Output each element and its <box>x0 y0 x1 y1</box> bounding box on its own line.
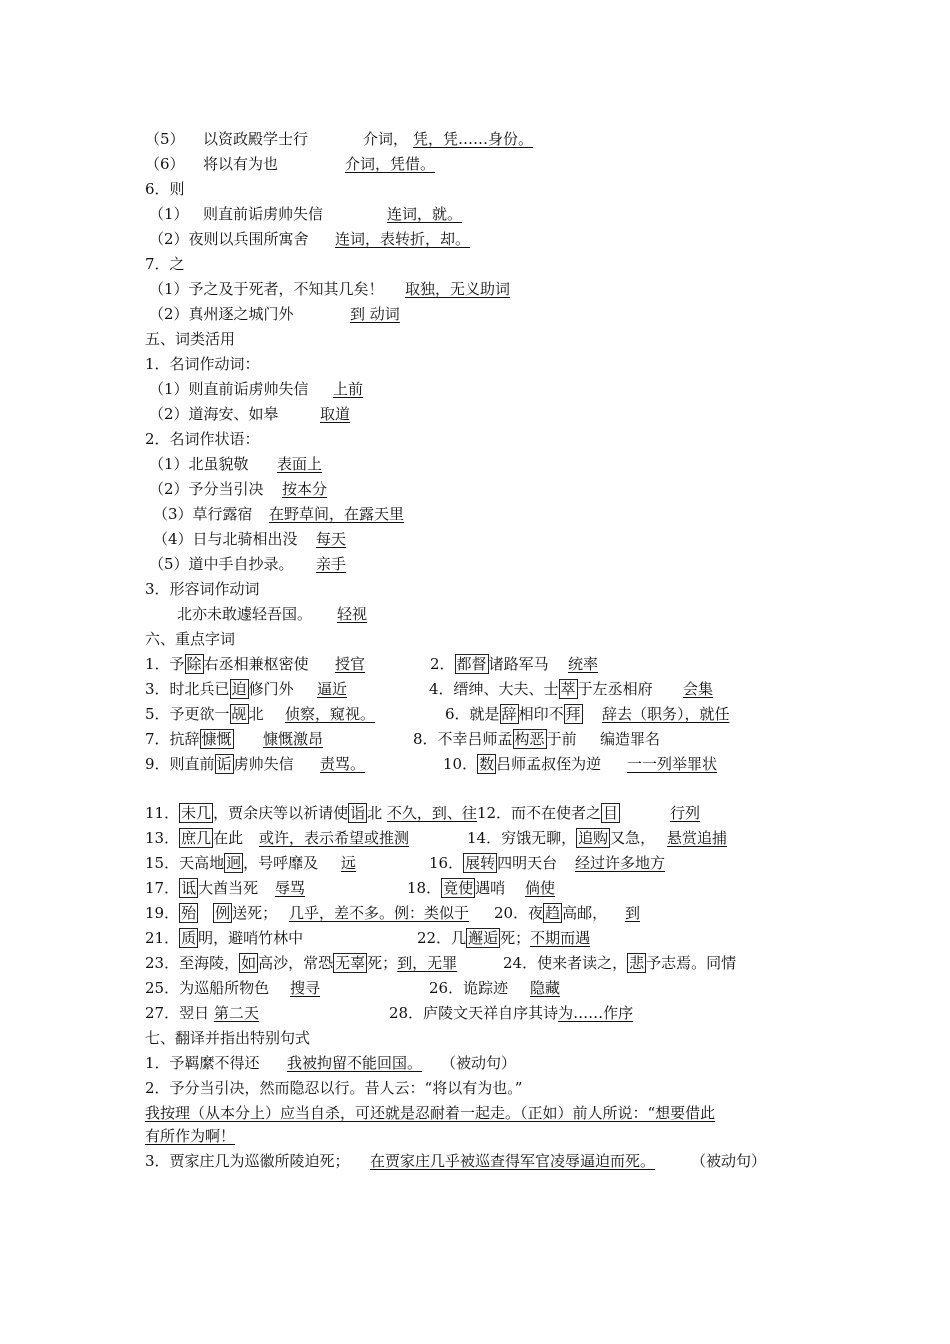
answer-text: 侦察，窥视。 <box>285 705 376 723</box>
line-text: 2．予分当引决，然而隐忍以行。昔人云：“将以有为也。” <box>145 1079 523 1097</box>
boxed-word: 质 <box>181 929 197 947</box>
line-text: 5．予更欲一 觇 北 <box>145 705 264 723</box>
answer-text: 经过许多地方 <box>575 854 666 872</box>
boxed-word: 构恶 <box>514 730 545 748</box>
answer-text: 逼近 <box>317 680 348 698</box>
line-text: （2）真州逐之城门外 <box>149 305 294 323</box>
answer-text: 表面上 <box>277 455 323 473</box>
line-text: 3．形容词作动词 <box>145 580 260 598</box>
boxed-word: 无辜 <box>335 954 366 972</box>
boxed-word: 邂逅 <box>468 929 499 947</box>
boxed-word: 例 <box>215 904 231 922</box>
answer-text: 有所作为啊！ <box>145 1127 236 1145</box>
line-text: 13． 庶几 在此 <box>145 829 244 847</box>
line-text: 16． 展转 四明天台 <box>429 854 558 872</box>
boxed-word: 展转 <box>465 854 496 872</box>
line-text: 6．就是 辞 相印不 拜 <box>445 705 581 723</box>
line-text: （被动句） <box>691 1152 767 1170</box>
line-text: 21． 质 明，避哨竹林中 <box>145 929 304 947</box>
line-text: 以资政殿学士行 <box>203 130 309 148</box>
line-text: 19． 殆 例 送死； <box>145 904 278 922</box>
line-text: （5） <box>145 130 185 148</box>
answer-text: 在贾家庄几乎被巡查得军官凌辱逼迫而死。 <box>370 1152 656 1170</box>
answer-text: 隐藏 <box>530 979 561 997</box>
answer-text: 按本分 <box>282 480 328 498</box>
line-text: 24．使来者读之， 悲 予志焉。同情 <box>503 954 737 972</box>
answer-text: 统率 <box>568 655 599 673</box>
line-text: 1．予 除 右丞相兼枢密使 <box>145 655 309 673</box>
line-text: 介词， <box>363 130 409 148</box>
answer-text: 连词，就。 <box>387 205 463 223</box>
line-text: （被动句） <box>441 1054 517 1072</box>
answer-text: 搜寻 <box>290 979 321 997</box>
boxed-word: 数 <box>479 755 495 773</box>
line-text: 22．几 邂逅 死；不期而遇 <box>417 929 591 947</box>
line-text: 2．名词作状语： <box>145 430 260 448</box>
boxed-word: 趋 <box>545 904 561 922</box>
answer-text: 每天 <box>316 530 347 548</box>
line-text: （6） <box>145 155 185 173</box>
line-text: 15．天高地 迥 ，号呼靡及 <box>145 854 319 872</box>
line-text: 28．庐陵文天祥自序其诗为……作序 <box>389 1004 634 1022</box>
line-text: （2）夜则以兵围所寓舍 <box>149 230 309 248</box>
line-text: 7．之 <box>145 255 185 273</box>
line-text: 4．缙绅、大夫、士 萃 于左丞相府 <box>429 680 653 698</box>
line-text: 9．则直前 诟 虏帅失信 <box>145 755 294 773</box>
answer-text: 到 <box>625 904 641 922</box>
line-text: （1）则直前诟虏帅失信 <box>149 380 309 398</box>
boxed-word: 如 <box>241 954 257 972</box>
answer-text: 责骂。 <box>320 755 366 773</box>
line-text: （2）予分当引决 <box>149 480 264 498</box>
line-text: 则直前诟虏帅失信 <box>203 205 324 223</box>
boxed-word: 都督 <box>456 655 487 673</box>
boxed-word: 除 <box>186 655 202 673</box>
answer-text: 慷慨激昂 <box>263 730 324 748</box>
answer-text: 上前 <box>333 380 364 398</box>
line-text: 23．至海陵， 如 高沙，常恐 无辜 死；到，无罪 <box>145 954 458 972</box>
boxed-word: 追购 <box>578 829 609 847</box>
line-text: 将以有为也 <box>203 155 279 173</box>
line-text: （3）草行露宿 <box>153 505 253 523</box>
boxed-word: 迥 <box>226 854 242 872</box>
boxed-word: 竟使 <box>443 879 474 897</box>
boxed-word: 殆 <box>181 904 197 922</box>
answer-text: 辞去（职务），就任 <box>602 705 730 723</box>
boxed-word: 诋 <box>181 879 197 897</box>
boxed-word: 觇 <box>231 705 247 723</box>
line-text: （1）予之及于死者，不知其几矣！ <box>149 280 384 298</box>
boxed-word: 慷慨 <box>201 730 232 748</box>
line-text: 10． 数 吕师孟叔侄为逆 <box>443 755 602 773</box>
answer-text: 亲手 <box>316 555 347 573</box>
answer-text: 取独，无义助词 <box>405 280 511 298</box>
line-text: 27．翌日 第二天 <box>145 1004 259 1022</box>
boxed-word: 庶几 <box>181 829 212 847</box>
answer-text: 几乎，差不多。例：类似于 <box>289 904 470 922</box>
boxed-word: 拜 <box>565 705 581 723</box>
answer-text: 行列 <box>670 804 701 822</box>
answer-text: 悬赏追捕 <box>667 829 728 847</box>
answer-text: 倘使 <box>525 879 556 897</box>
line-text: 26．诡踪迹 <box>429 979 509 997</box>
boxed-word: 未几 <box>181 804 212 822</box>
answer-text: 取道 <box>320 405 351 423</box>
line-text: 1．予羁縻不得还 <box>145 1054 260 1072</box>
line-text: 编造罪名 <box>600 730 661 748</box>
line-text: 11． 未几 ，贾余庆等以祈请使 诣 北 不久，到、往12．而不在使者之 目 <box>145 804 619 822</box>
line-text: 8．不幸吕师孟 构恶 于前 <box>413 730 577 748</box>
line-text: 五、词类活用 <box>145 330 236 348</box>
answer-text: 到 动词 <box>350 305 400 323</box>
line-text: 六、重点字词 <box>145 630 236 648</box>
answer-text: 连词，表转折，却。 <box>335 230 471 248</box>
line-text: 北亦未敢遽轻吾国。 <box>177 605 313 623</box>
line-text: 3．时北兵已 迫 修门外 <box>145 680 294 698</box>
answer-text: 轻视 <box>337 605 368 623</box>
line-text: 14．穷饿无聊， 追购 又急， <box>467 829 656 847</box>
line-text: 6．则 <box>145 180 185 198</box>
line-text: （4）日与北骑相出没 <box>153 530 298 548</box>
answer-text: 或许，表示希望或推测 <box>259 829 410 847</box>
line-text: （2）道海安、如皋 <box>149 405 279 423</box>
answer-text: 我按理（从本分上）应当自杀，可还就是忍耐着一起走。（正如）前人所说：“想要借此 <box>145 1104 716 1122</box>
answer-text: 一一列举罪状 <box>627 755 718 773</box>
line-text: （1）北虽貌敬 <box>149 455 249 473</box>
line-text: 2． 都督 诸路军马 <box>430 655 549 673</box>
answer-text: 授官 <box>335 655 366 673</box>
line-text: 1．名词作动词： <box>145 355 260 373</box>
line-text: 七、翻译并指出特别句式 <box>145 1029 311 1047</box>
boxed-word: 悲 <box>629 954 645 972</box>
answer-text: 在野草间，在露天里 <box>269 505 405 523</box>
boxed-word: 目 <box>603 804 619 822</box>
answer-text: 远 <box>341 854 357 872</box>
line-text: 25．为巡船所物色 <box>145 979 270 997</box>
line-text: 20．夜 趋 高邮， <box>494 904 608 922</box>
line-text: 7．抗辞 慷慨 <box>145 730 232 748</box>
boxed-word: 迫 <box>231 680 247 698</box>
answer-text: 介词，凭借。 <box>345 155 436 173</box>
line-text: 3．贾家庄几为巡徽所陵迫死； <box>145 1152 350 1170</box>
answer-text: 辱骂 <box>275 879 306 897</box>
boxed-word: 诣 <box>350 804 366 822</box>
answer-text: 我被拘留不能回国。 <box>287 1054 423 1072</box>
line-text: （1） <box>149 205 189 223</box>
line-text: （5）道中手自抄录。 <box>149 555 294 573</box>
boxed-word: 诟 <box>216 755 232 773</box>
answer-text: 会集 <box>683 680 714 698</box>
line-text: 17． 诋 大酋当死 <box>145 879 259 897</box>
answer-text: 凭，凭……身份。 <box>413 130 534 148</box>
boxed-word: 辞 <box>501 705 517 723</box>
line-text: 18． 竟使 遇哨 <box>407 879 506 897</box>
boxed-word: 萃 <box>560 680 576 698</box>
